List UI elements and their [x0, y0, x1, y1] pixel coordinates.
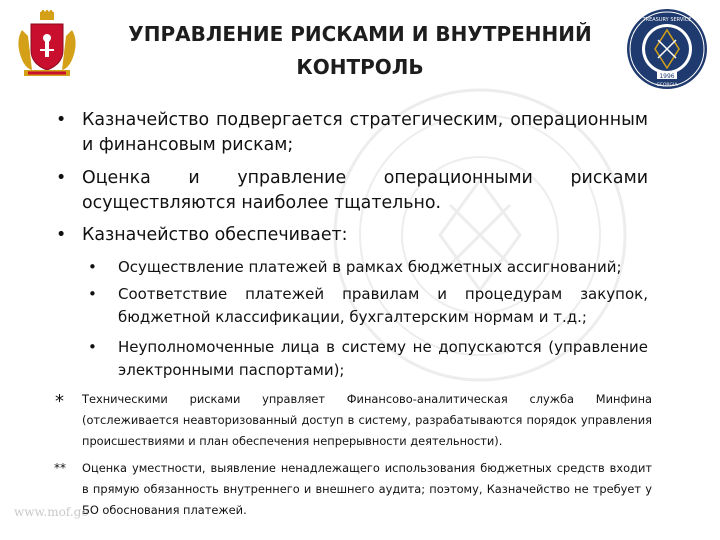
footnote — [54, 458, 652, 521]
seal-year: 1996 — [659, 73, 675, 80]
sub-bullet-item — [88, 336, 648, 382]
title-line-2: КОНТРОЛЬ — [296, 55, 424, 79]
title-line-1: УПРАВЛЕНИЕ РИСКАМИ И ВНУТРЕННИЙ — [128, 22, 592, 46]
page-title — [100, 18, 620, 84]
coat-of-arms-icon — [14, 10, 80, 80]
bullet-item — [56, 108, 648, 157]
footnote — [55, 389, 652, 452]
footnote-marker: * — [55, 391, 64, 412]
footnote-marker: ** — [54, 461, 66, 475]
bullet-dot-icon: • — [56, 110, 67, 130]
sub-bullet-text: Осуществление платежей в рамках бюджетных ассигнований; — [118, 258, 622, 276]
bullet-text: Казначейство обеспечивает: — [82, 225, 348, 245]
sub-bullet-item — [88, 283, 648, 329]
bullet-text: Оценка и управление операционными рисками осуществляются наиболее тщательно. — [82, 168, 648, 213]
seal-top-text: TREASURY SERVICE — [642, 17, 692, 23]
sub-bullet-text: Неуполномоченные лица в систему не допускаются (управление электронными паспортами); — [118, 338, 648, 379]
site-url: www.mof.ge — [14, 505, 89, 519]
bullet-dot-icon: • — [56, 168, 67, 188]
footnote-text: Техническими рисками управляет Финансово-аналитическая служба Минфина (отслеживается неавторизованный доступ в систему, разрабатываются порядок управления происшествиями и план обеспечения непрерывности деятельности). — [82, 392, 652, 448]
bullet-text: Казначейство подвергается стратегическим, операционным и финансовым рискам; — [82, 110, 648, 155]
bullet-dot-icon: • — [56, 225, 67, 245]
footnote-text: Оценка уместности, выявление ненадлежащего использования бюджетных средств входит в прямую обязанность внутреннего и внешнего аудита; поэтому, Казначейство не требует у БО обоснования платежей. — [82, 461, 652, 517]
sub-bullet-dot-icon: • — [88, 285, 97, 303]
sub-bullet-dot-icon: • — [88, 338, 97, 356]
sub-bullet-text: Соответствие платежей правилам и процедурам закупок, бюджетной классификации, бухгалтерским нормам и т.д.; — [118, 285, 648, 326]
sub-bullet-dot-icon: • — [88, 258, 97, 276]
seal-bottom-text: GEORGIA — [656, 83, 678, 88]
bullet-item — [56, 223, 648, 248]
bullet-item — [56, 166, 648, 215]
treasury-seal-icon — [626, 8, 708, 90]
sub-bullet-item — [88, 256, 648, 279]
